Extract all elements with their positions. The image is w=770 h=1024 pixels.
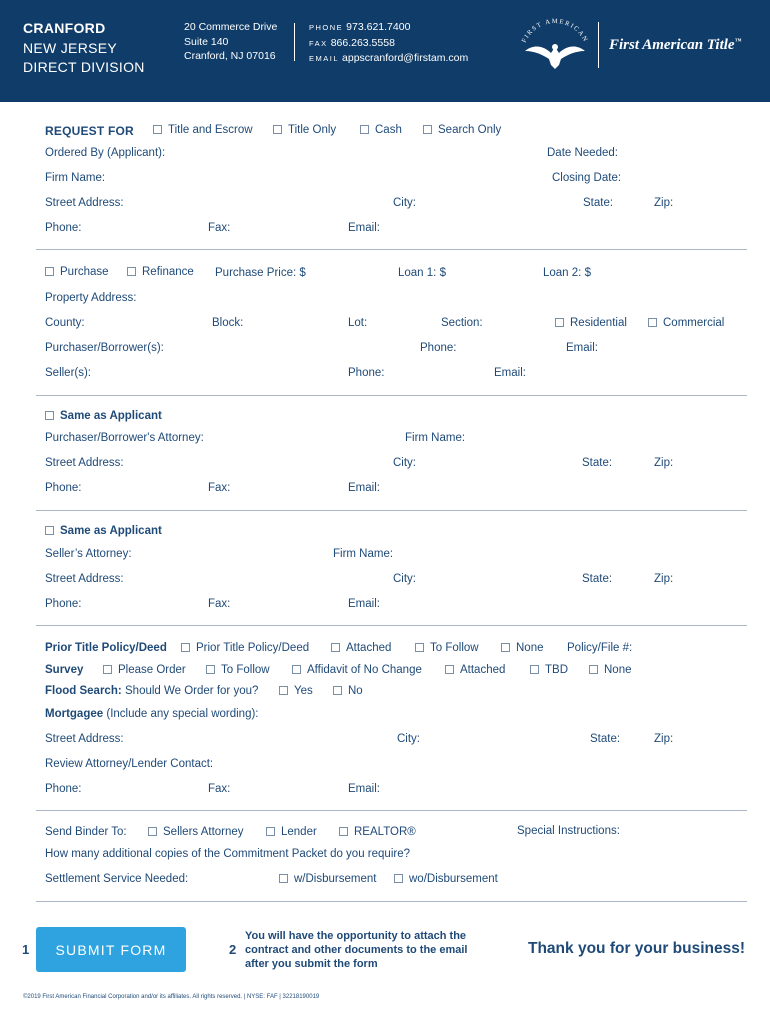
- checkbox[interactable]: [279, 874, 288, 883]
- address-line-2: Suite 140: [184, 35, 229, 48]
- section-divider: [36, 810, 747, 811]
- office-address: [184, 20, 277, 64]
- seller-attorney-city-field[interactable]: City:: [393, 573, 416, 585]
- option-label: Attached: [346, 642, 392, 654]
- flood-question: Should We Order for you?: [125, 685, 259, 697]
- binder-realtor-checkbox[interactable]: [339, 825, 416, 839]
- checkbox[interactable]: [423, 125, 432, 134]
- ordered-by-field[interactable]: Ordered By (Applicant):: [45, 147, 166, 159]
- purchaser-phone-field[interactable]: Phone:: [420, 342, 457, 354]
- section-divider: [36, 901, 747, 902]
- phone-label: PHONE: [309, 23, 344, 32]
- option-label: Title Only: [288, 124, 337, 136]
- commercial-checkbox[interactable]: [648, 316, 724, 330]
- sellers-field[interactable]: Seller(s):: [45, 367, 92, 379]
- special-instructions-field[interactable]: Special Instructions:: [517, 825, 620, 837]
- option-label: None: [516, 642, 544, 654]
- purchaser-attorney-field[interactable]: Purchaser/Borrower's Attorney:: [45, 432, 204, 444]
- survey-affidavit-checkbox[interactable]: [292, 663, 422, 677]
- trademark: ™: [734, 37, 742, 45]
- prior-none-checkbox[interactable]: [501, 641, 544, 655]
- settlement-service-label: Settlement Service Needed:: [45, 873, 189, 885]
- purchase-price-field[interactable]: Purchase Price: $: [215, 267, 306, 279]
- checkbox[interactable]: [266, 827, 275, 836]
- prior-policy-checkbox[interactable]: [181, 641, 309, 655]
- checkbox[interactable]: [555, 318, 564, 327]
- loan2-field[interactable]: Loan 2: $: [543, 267, 591, 279]
- purchase-checkbox[interactable]: [45, 265, 109, 279]
- purchaser-same-as-applicant-checkbox[interactable]: [45, 409, 162, 423]
- checkbox[interactable]: [360, 125, 369, 134]
- seller-attorney-phone-field[interactable]: Phone:: [45, 598, 82, 610]
- city-field[interactable]: City:: [393, 197, 416, 209]
- checkbox[interactable]: [279, 686, 288, 695]
- purchaser-attorney-city-field[interactable]: City:: [393, 457, 416, 469]
- option-label: To Follow: [430, 642, 479, 654]
- zip-field[interactable]: Zip:: [654, 197, 674, 209]
- email-address[interactable]: appscranford@firstam.com: [342, 52, 469, 64]
- state-field[interactable]: State:: [583, 197, 614, 209]
- header-banner: [0, 0, 770, 102]
- checkbox[interactable]: [333, 686, 342, 695]
- checkbox[interactable]: [648, 318, 657, 327]
- attach-note: You will have the opportunity to attach the contract and other documents to the email after you submit the form: [245, 930, 468, 970]
- send-binder-label: Send Binder To:: [45, 826, 127, 838]
- section-divider: [36, 625, 747, 626]
- mortgagee-field[interactable]: [45, 707, 259, 721]
- option-label: Sellers Attorney: [163, 826, 244, 838]
- binder-lender-checkbox[interactable]: [266, 825, 317, 839]
- survey-none-checkbox[interactable]: [589, 663, 632, 677]
- checkbox[interactable]: [530, 665, 539, 674]
- option-label: None: [604, 664, 632, 676]
- option-label: w/Disbursement: [294, 873, 377, 885]
- checkbox[interactable]: [339, 827, 348, 836]
- policy-file-field[interactable]: Policy/File #:: [567, 642, 633, 654]
- mortgagee-note: (Include any special wording):: [106, 708, 259, 720]
- brand-name: [609, 37, 742, 54]
- mortgagee-state-field[interactable]: State:: [590, 733, 621, 745]
- request-title-escrow[interactable]: [153, 123, 253, 137]
- checkbox[interactable]: [45, 411, 54, 420]
- lot-field[interactable]: Lot:: [348, 317, 368, 329]
- fax-field[interactable]: Fax:: [208, 222, 231, 234]
- purchaser-attorney-street-field[interactable]: Street Address:: [45, 457, 124, 469]
- svg-text:FIRST AMERICAN: [521, 18, 590, 44]
- option-label: Prior Title Policy/Deed: [196, 642, 310, 654]
- residential-checkbox[interactable]: [555, 316, 627, 330]
- request-search-only[interactable]: [423, 123, 501, 137]
- seller-attorney-zip-field[interactable]: Zip:: [654, 573, 674, 585]
- header-divider: [294, 23, 295, 61]
- review-attorney-field[interactable]: Review Attorney/Lender Contact:: [45, 758, 214, 770]
- flood-no-checkbox[interactable]: [333, 684, 363, 698]
- section-divider: [36, 510, 747, 511]
- checkbox[interactable]: [153, 125, 162, 134]
- checkbox[interactable]: [206, 665, 215, 674]
- mortgagee-phone-field[interactable]: Phone:: [45, 783, 82, 795]
- county-field[interactable]: County:: [45, 317, 85, 329]
- survey-attached-checkbox[interactable]: [445, 663, 505, 677]
- checkbox[interactable]: [501, 643, 510, 652]
- purchaser-attorney-email-field[interactable]: Email:: [348, 482, 380, 494]
- section-field[interactable]: Section:: [441, 317, 483, 329]
- checkbox[interactable]: [445, 665, 454, 674]
- brand-text: First American Title: [609, 37, 735, 53]
- email-label: EMAIL: [309, 54, 340, 63]
- property-address-field[interactable]: Property Address:: [45, 292, 137, 304]
- block-field[interactable]: Block:: [212, 317, 244, 329]
- street-address-field[interactable]: Street Address:: [45, 197, 124, 209]
- survey-to-follow-checkbox[interactable]: [206, 663, 270, 677]
- seller-attorney-email-field[interactable]: Email:: [348, 598, 380, 610]
- with-disbursement-checkbox[interactable]: [279, 872, 376, 886]
- option-label: Same as Applicant: [60, 410, 162, 422]
- date-needed-field[interactable]: Date Needed:: [547, 147, 618, 159]
- purchaser-attorney-phone-field[interactable]: Phone:: [45, 482, 82, 494]
- checkbox[interactable]: [394, 874, 403, 883]
- mortgagee-email-field[interactable]: Email:: [348, 783, 380, 795]
- address-line-3: Cranford, NJ 07016: [184, 50, 276, 62]
- section-divider: [36, 395, 747, 396]
- purchaser-email-field[interactable]: Email:: [566, 342, 598, 354]
- option-label: Purchase: [60, 266, 109, 278]
- loan1-field[interactable]: Loan 1: $: [398, 267, 446, 279]
- phone-field[interactable]: Phone:: [45, 222, 82, 234]
- purchaser-attorney-fax-field[interactable]: Fax:: [208, 482, 231, 494]
- purchaser-borrower-field[interactable]: Purchaser/Borrower(s):: [45, 342, 164, 354]
- seller-attorney-state-field[interactable]: State:: [582, 573, 613, 585]
- phone-number: 973.621.7400: [346, 21, 411, 33]
- mortgagee-zip-field[interactable]: Zip:: [654, 733, 674, 745]
- mortgagee-label: Mortgagee: [45, 708, 104, 720]
- option-label: Search Only: [438, 124, 502, 136]
- without-disbursement-checkbox[interactable]: [394, 872, 498, 886]
- closing-date-field[interactable]: Closing Date:: [552, 172, 622, 184]
- checkbox[interactable]: [103, 665, 112, 674]
- option-label: TBD: [545, 664, 568, 676]
- survey-please-order-checkbox[interactable]: [103, 663, 186, 677]
- request-title-only[interactable]: [273, 123, 336, 137]
- option-label: Lender: [281, 826, 317, 838]
- mortgagee-street-field[interactable]: Street Address:: [45, 733, 124, 745]
- option-label: Refinance: [142, 266, 194, 278]
- option-label: Affidavit of No Change: [307, 664, 422, 676]
- step-1-number: 1: [22, 942, 30, 957]
- seller-attorney-street-field[interactable]: Street Address:: [45, 573, 124, 585]
- step-2-number: 2: [229, 942, 237, 957]
- submit-form-button[interactable]: SUBMIT FORM: [36, 927, 186, 972]
- refinance-checkbox[interactable]: [127, 265, 194, 279]
- option-label: Yes: [294, 685, 313, 697]
- seller-attorney-field[interactable]: Seller’s Attorney:: [45, 548, 132, 560]
- checkbox[interactable]: [127, 267, 136, 276]
- checkbox[interactable]: [331, 643, 340, 652]
- division-name: [23, 19, 145, 78]
- checkbox[interactable]: [148, 827, 157, 836]
- option-label: To Follow: [221, 664, 270, 676]
- purchaser-attorney-firm-field[interactable]: Firm Name:: [405, 432, 466, 444]
- flood-yes-checkbox[interactable]: [279, 684, 313, 698]
- mortgagee-fax-field[interactable]: Fax:: [208, 783, 231, 795]
- option-label: Title and Escrow: [168, 124, 253, 136]
- purchaser-attorney-state-field[interactable]: State:: [582, 457, 613, 469]
- thank-you-message: Thank you for your business!: [528, 940, 746, 957]
- seller-phone-field[interactable]: Phone:: [348, 367, 385, 379]
- option-label: Residential: [570, 317, 627, 329]
- checkbox[interactable]: [45, 526, 54, 535]
- checkbox[interactable]: [273, 125, 282, 134]
- address-line-1: 20 Commerce Drive: [184, 21, 278, 33]
- office-contact: [309, 20, 468, 67]
- option-label: Cash: [375, 124, 402, 136]
- option-label: REALTOR®: [354, 826, 416, 838]
- checkbox[interactable]: [589, 665, 598, 674]
- checkbox[interactable]: [45, 267, 54, 276]
- option-label: Commercial: [663, 317, 725, 329]
- fax-label: FAX: [309, 38, 328, 48]
- section-divider: [36, 249, 747, 250]
- logo-divider: [598, 22, 599, 68]
- prior-to-follow-checkbox[interactable]: [415, 641, 479, 655]
- division-state: NEW JERSEY: [23, 39, 118, 56]
- checkbox[interactable]: [181, 643, 190, 652]
- option-label: Same as Applicant: [60, 525, 162, 537]
- binder-sellers-attorney-checkbox[interactable]: [148, 825, 244, 839]
- checkbox[interactable]: [415, 643, 424, 652]
- survey-label: Survey: [45, 664, 84, 676]
- copies-question-field[interactable]: How many additional copies of the Commitment Packet do you require?: [45, 848, 410, 860]
- seller-attorney-firm-field[interactable]: Firm Name:: [333, 548, 394, 560]
- logo-arc-text: FIRST AMERICAN: [520, 17, 590, 44]
- fax-number: 866.263.5558: [330, 36, 395, 49]
- footer-copyright: ©2019 First American Financial Corporation and/or its affiliates. All rights reserved. | NYSE: FAF | 32218190019: [23, 994, 320, 1000]
- prior-policy-label: Prior Title Policy/Deed: [45, 642, 167, 654]
- checkbox[interactable]: [292, 665, 301, 674]
- survey-tbd-checkbox[interactable]: [530, 663, 568, 677]
- option-label: No: [348, 685, 363, 697]
- seller-same-as-applicant-checkbox[interactable]: [45, 524, 162, 538]
- flood-search-label: Flood Search:: [45, 685, 122, 697]
- option-label: wo/Disbursement: [409, 873, 498, 885]
- mortgagee-city-field[interactable]: City:: [397, 733, 420, 745]
- seller-email-field[interactable]: Email:: [494, 367, 526, 379]
- division-type: DIRECT DIVISION: [23, 59, 145, 75]
- purchaser-attorney-zip-field[interactable]: Zip:: [654, 457, 674, 469]
- option-label: Attached: [460, 664, 506, 676]
- firm-name-field[interactable]: Firm Name:: [45, 172, 106, 184]
- option-label: Please Order: [118, 664, 186, 676]
- request-for-label: REQUEST FOR: [45, 124, 134, 138]
- seller-attorney-fax-field[interactable]: Fax:: [208, 598, 231, 610]
- request-cash[interactable]: [360, 123, 402, 137]
- email-field[interactable]: Email:: [348, 222, 380, 234]
- prior-attached-checkbox[interactable]: [331, 641, 391, 655]
- division-city: CRANFORD: [23, 20, 106, 36]
- eagle-logo-icon: [515, 17, 595, 75]
